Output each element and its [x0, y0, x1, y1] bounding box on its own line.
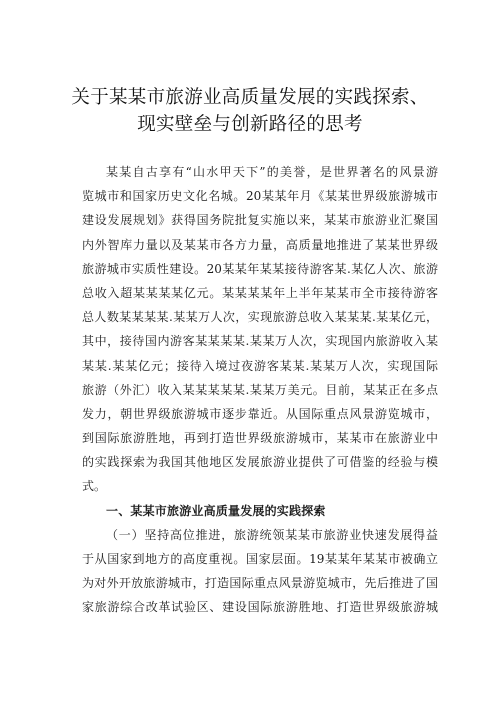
intro-paragraph-line: 的实践探索为我国其他地区发展旅游业提供了可借鉴的经验与模 — [82, 455, 438, 470]
intro-paragraph-line: 建设发展规划》获得国务院批复实施以来，某某市旅游业汇聚国 — [82, 213, 438, 228]
intro-paragraph-line: 览城市和国家历史文化名城。20某某年月《某某世界级旅游城市 — [82, 189, 438, 204]
section-paragraph-line: 于从国家到地方的高度重视。国家层面。19某某年某某市被确立 — [82, 552, 438, 566]
intro-paragraph-line: 旅游城市实质性建设。20某某年某某接待游客某.某亿人次、旅游 — [82, 261, 438, 276]
intro-paragraph-line: 某某自古享有“山水甲天下”的美誉，是世界著名的风景游 — [106, 165, 438, 179]
section-paragraph-line: 家旅游综合改革试验区、建设国际旅游胜地、打造世界级旅游城 — [82, 600, 438, 615]
intro-paragraph-line: 到国际旅游胜地，再到打造世界级旅游城市，某某市在旅游业中 — [82, 431, 438, 446]
title-line: 关于某某市旅游业高质量发展的实践探索、 — [71, 87, 429, 108]
intro-paragraph-line: 发力，朝世界级旅游城市逐步靠近。从国际重点风景游览城市， — [82, 406, 438, 421]
intro-paragraph-line: 旅游（外汇）收入某某某某某.某某万美元。目前，某某正在多点 — [82, 382, 438, 397]
intro-paragraph-line: 其中，接待国内游客某某某某.某某万人次，实现国内旅游收入某 — [82, 334, 438, 349]
intro-paragraph-line: 内外智库力量以及某某市各方力量，高质量地推进了某某世界级 — [82, 237, 438, 252]
intro-paragraph-line: 式。 — [82, 479, 107, 494]
title-line: 现实壁垒与创新路径的思考 — [137, 114, 363, 135]
document-title — [60, 84, 440, 138]
section-heading: 一、某某市旅游业高质量发展的实践探索 — [106, 503, 326, 518]
intro-paragraph-line: 某某.某某亿元；接待入境过夜游客某某.某某万人次，实现国际 — [82, 358, 438, 373]
intro-paragraph-line: 总收入超某某某某亿元。某某某某年上半年某某市全市接待游客 — [82, 285, 438, 300]
section-paragraph-line: （一）坚持高位推进，旅游统领某某市旅游业快速发展得益 — [106, 527, 438, 542]
intro-paragraph-line: 总人数某某某某.某某万人次，实现旅游总收入某某某.某某亿元， — [82, 310, 438, 325]
document-body — [82, 160, 438, 620]
section-paragraph-line: 为对外开放旅游城市，打造国际重点风景游览城市，先后推进了国 — [82, 576, 438, 591]
